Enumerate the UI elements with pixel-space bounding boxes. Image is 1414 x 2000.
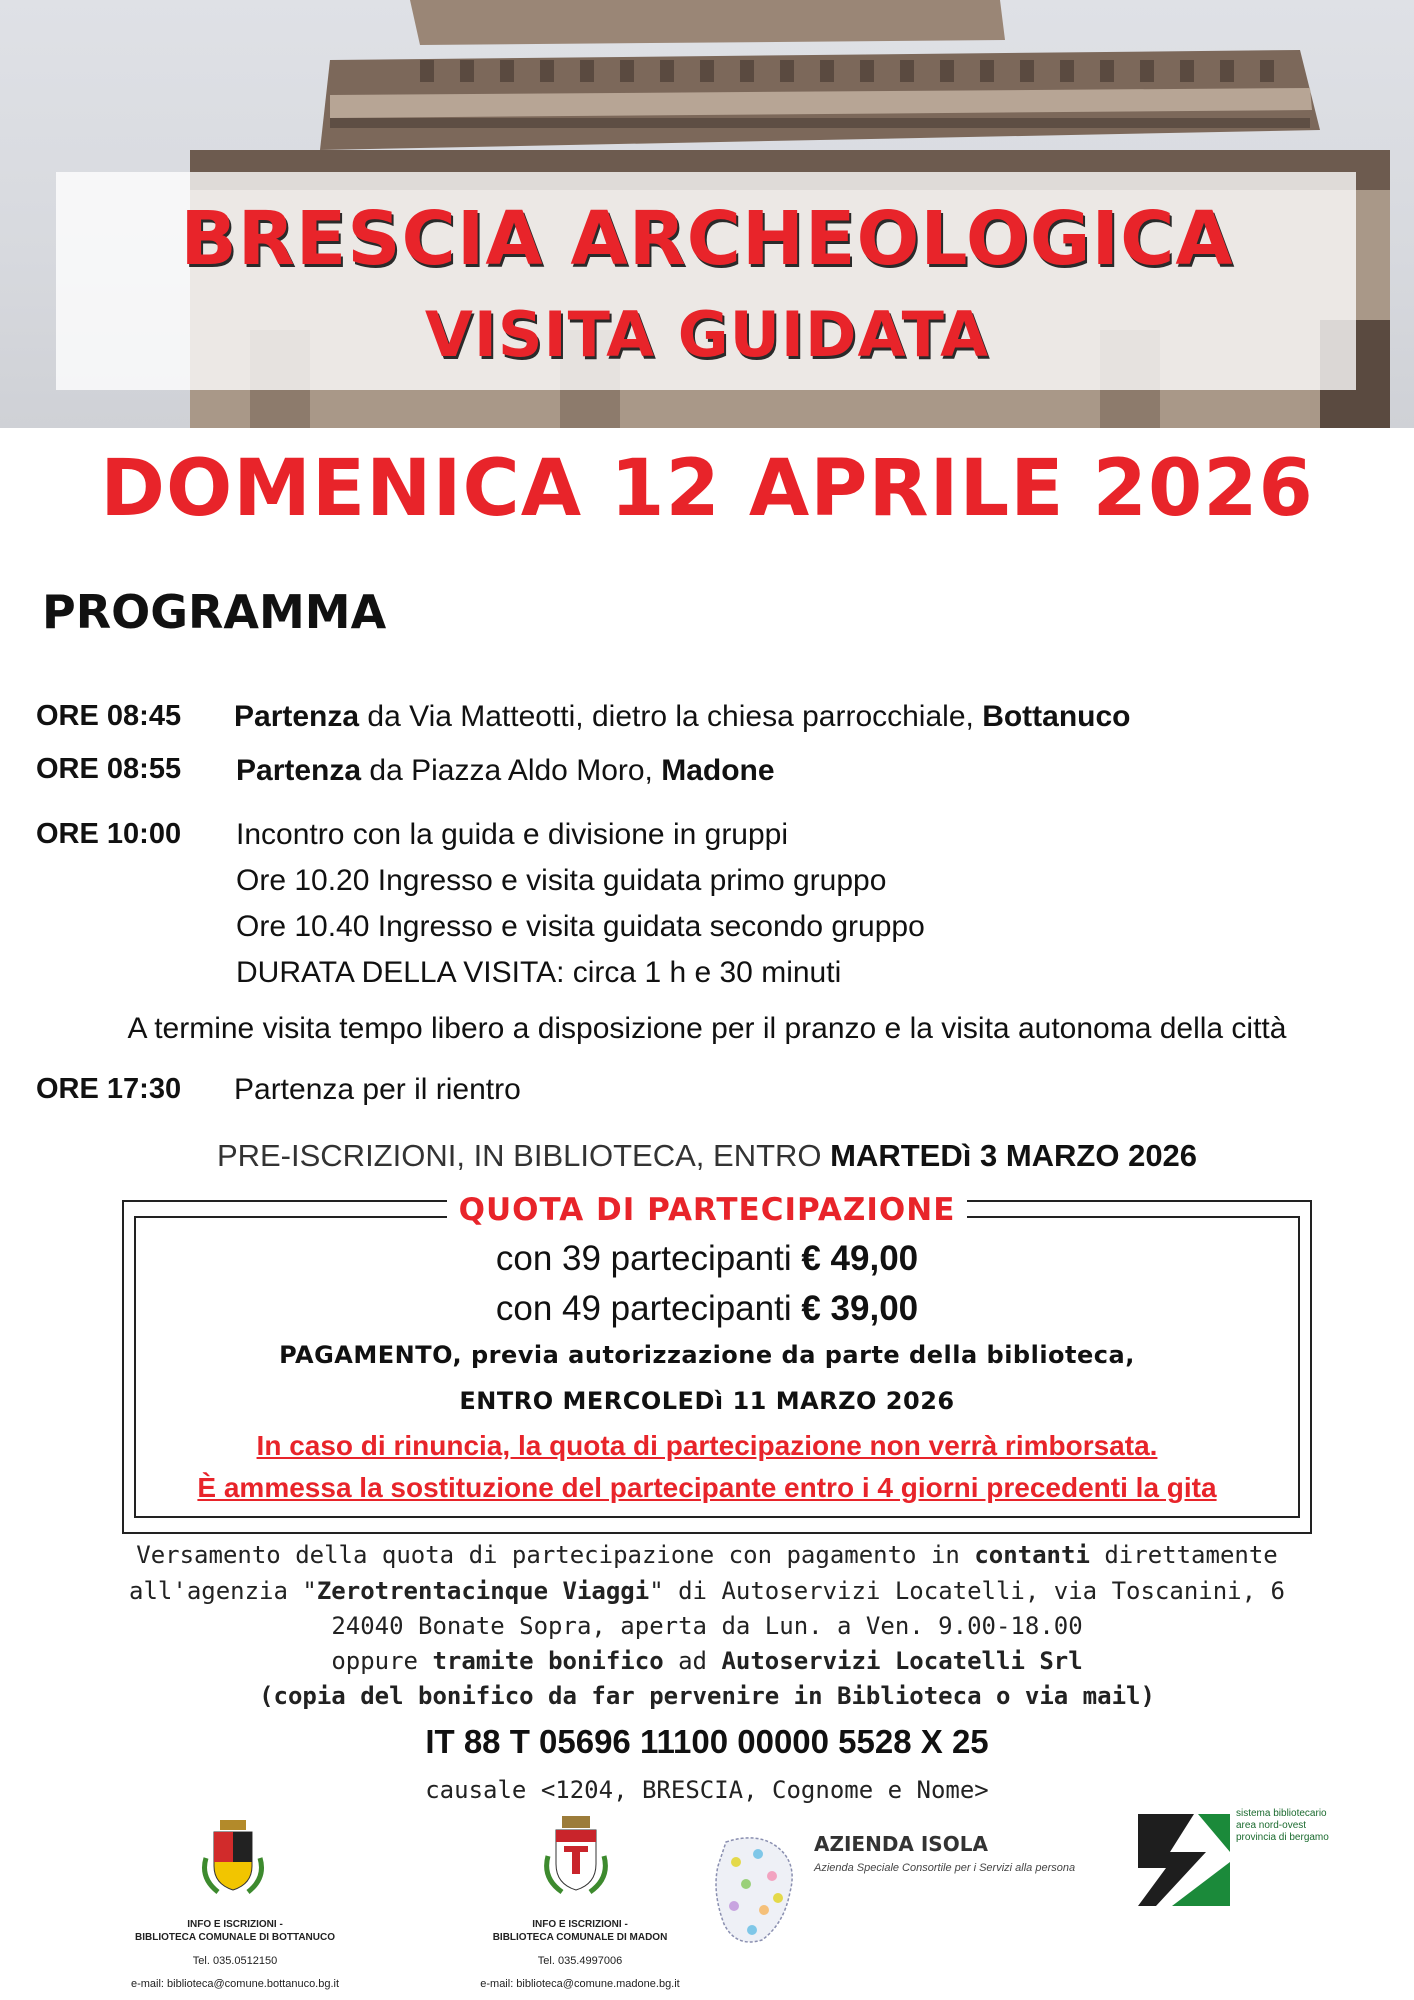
payment-info-bold: contanti (974, 1541, 1090, 1569)
program-item-line: DURATA DELLA VISITA: circa 1 h e 30 minuti (236, 956, 842, 989)
program-item-bold: Bottanuco (982, 700, 1131, 733)
program-note: A termine visita tempo libero a disposizione per il pranzo e la visita autonoma della città (127, 1012, 1287, 1045)
payment-info-line (0, 1646, 1414, 1676)
madone-library-info (440, 1918, 720, 1991)
causale: causale <1204, BRESCIA, Cognome e Nome> (425, 1776, 989, 1804)
library-email[interactable]: e-mail: biblioteca@comune.bottanuco.bg.it (130, 1978, 340, 1990)
sb-caption-line: sistema bibliotecario (1236, 1808, 1327, 1819)
registration-date: MARTEDì 3 MARZO 2026 (830, 1138, 1198, 1173)
payment-info-line: (copia del bonifico da far pervenire in Biblioteca o via mail) (259, 1682, 1155, 1710)
program-time: ORE 08:55 (36, 753, 182, 785)
payment-info-text: " di Autoservizi Locatelli, via Toscanini, 6 (649, 1577, 1285, 1605)
payment-info-text: Versamento della quota di partecipazione con pagamento in (136, 1541, 975, 1569)
library-email[interactable]: e-mail: biblioteca@comune.madone.bg.it (480, 1978, 680, 1990)
program-item-bold: Partenza (234, 700, 360, 733)
event-subtitle: VISITA GUIDATA (424, 298, 990, 371)
info-label: INFO E ISCRIZIONI - (187, 1919, 283, 1930)
iban: IT 88 T 05696 11100 00000 5528 X 25 (425, 1723, 989, 1760)
price-text: con 49 partecipanti (495, 1289, 802, 1328)
payment-info-line: 24040 Bonate Sopra, aperta da Lun. a Ven. 9.00-18.00 (331, 1612, 1083, 1640)
bottanuco-crest-icon (198, 1818, 268, 1900)
price-line (0, 1239, 1414, 1279)
payment-info-text: oppure (331, 1647, 433, 1675)
refund-warning: In caso di rinuncia, la quota di partecipazione non verrà rimborsata. (256, 1430, 1158, 1461)
payment-info-line (0, 1540, 1414, 1570)
price-value: € 49,00 (801, 1239, 919, 1278)
payment-info-text: all'agenzia " (129, 1577, 317, 1605)
program-item: Partenza per il rientro (234, 1073, 521, 1106)
azienda-isola-title: AZIENDA ISOLA (814, 1832, 988, 1856)
payment-info-line (0, 1576, 1414, 1606)
program-time: ORE 10:00 (36, 818, 182, 850)
payment-condition: PAGAMENTO, previa autorizzazione da parte della biblioteca, (279, 1341, 1135, 1369)
library-phone: Tel. 035.0512150 (192, 1955, 278, 1967)
bottanuco-library-info (90, 1918, 380, 1991)
azienda-isola-map-icon (706, 1832, 806, 1952)
program-item-text: da Via Matteotti, dietro la chiesa parrocchiale, (359, 700, 983, 733)
payment-info-bold: Zerotrentacinque Viaggi (316, 1577, 650, 1605)
library-phone: Tel. 035.4997006 (537, 1955, 623, 1967)
program-item-line: Ore 10.20 Ingresso e visita guidata primo gruppo (236, 864, 887, 897)
program-item-line: Incontro con la guida e divisione in gruppi (236, 818, 789, 851)
program-item-bold: Madone (661, 754, 775, 787)
info-label: INFO E ISCRIZIONI - (532, 1919, 628, 1930)
substitution-note: È ammessa la sostituzione del partecipante entro i 4 giorni precedenti la gita (197, 1472, 1217, 1503)
program-item-line: Ore 10.40 Ingresso e visita guidata secondo gruppo (236, 910, 925, 943)
sb-caption (1236, 1808, 1329, 1844)
price-text: con 39 partecipanti (495, 1239, 802, 1278)
event-date: DOMENICA 12 APRILE 2026 (100, 444, 1314, 534)
registration-deadline (0, 1138, 1414, 1174)
payment-info-bold: tramite bonifico (432, 1647, 664, 1675)
event-title: BRESCIA ARCHEOLOGICA (180, 196, 1234, 282)
program-item (234, 699, 1131, 735)
sb-logo-icon (1136, 1812, 1232, 1908)
azienda-isola-subtitle: Azienda Speciale Consortile per i Servizi alla persona (814, 1862, 1076, 1874)
payment-info-text: ad (663, 1647, 722, 1675)
price-line (0, 1289, 1414, 1329)
library-name: BIBLIOTECA COMUNALE DI BOTTANUCO (135, 1932, 335, 1943)
quota-label (0, 1192, 1414, 1228)
payment-info-bold: Autoservizi Locatelli Srl (721, 1647, 1083, 1675)
sb-caption-line: area nord-ovest (1236, 1820, 1307, 1831)
program-item-text: da Piazza Aldo Moro, (361, 754, 662, 787)
registration-prefix: PRE-ISCRIZIONI, IN BIBLIOTECA, ENTRO (216, 1138, 831, 1173)
madone-crest-icon (540, 1814, 612, 1900)
program-heading: PROGRAMMA (42, 585, 387, 639)
program-time: ORE 08:45 (36, 700, 182, 732)
price-value: € 39,00 (801, 1289, 919, 1328)
quota-label-text: QUOTA DI PARTECIPAZIONE (447, 1192, 968, 1228)
payment-info-text: direttamente (1089, 1541, 1278, 1569)
program-item (236, 753, 775, 789)
payment-deadline: ENTRO MERCOLEDì 11 MARZO 2026 (459, 1387, 955, 1415)
program-item-bold: Partenza (236, 754, 362, 787)
library-name: BIBLIOTECA COMUNALE DI MADON (492, 1932, 668, 1943)
sb-caption-line: provincia di bergamo (1236, 1832, 1329, 1843)
program-time: ORE 17:30 (36, 1073, 182, 1105)
